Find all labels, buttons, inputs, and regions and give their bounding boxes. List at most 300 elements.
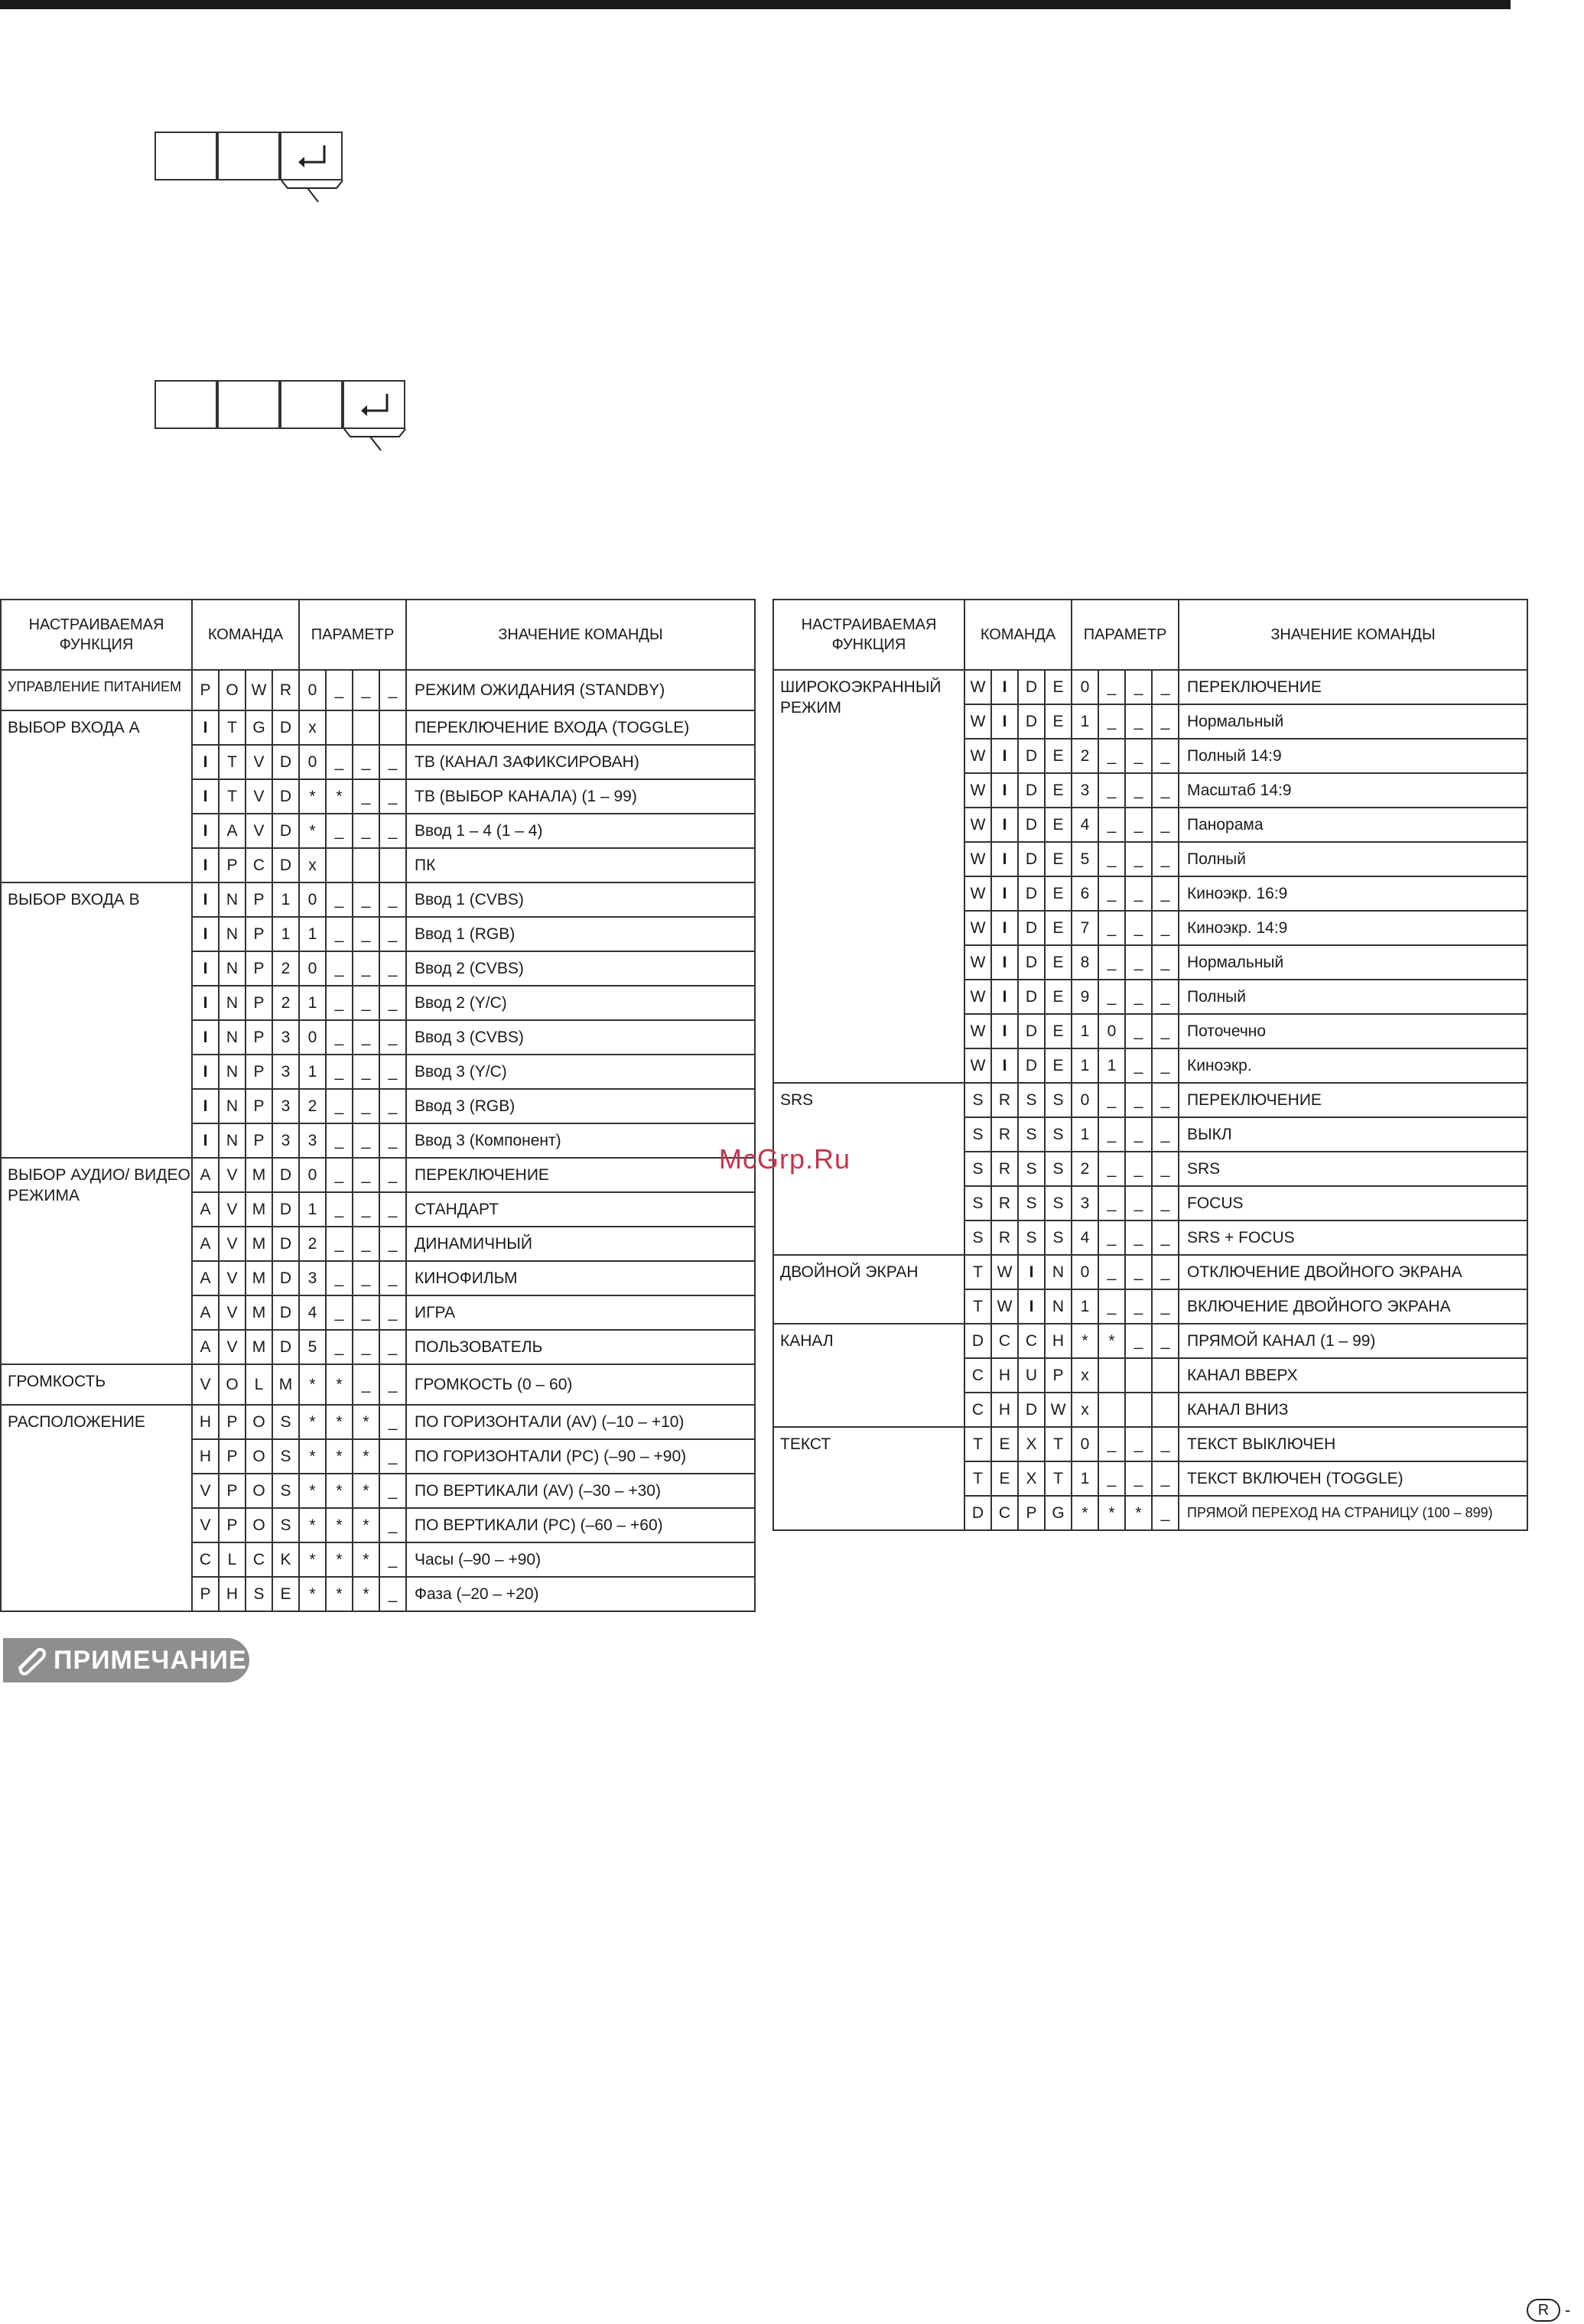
parameter-char-cell: _ — [326, 1330, 353, 1364]
parameter-char-cell: _ — [379, 1542, 406, 1577]
command-char-cell: V — [192, 1474, 219, 1508]
region-circle: R — [1527, 2299, 1560, 2322]
command-char-cell: H — [991, 1358, 1018, 1393]
command-char-cell: T — [219, 779, 246, 814]
command-char-cell: D — [1018, 1393, 1045, 1427]
command-char-cell: T — [964, 1289, 991, 1324]
parameter-char-cell: _ — [1125, 1117, 1152, 1152]
command-char-cell: 3 — [272, 1123, 299, 1158]
command-char-cell: W — [964, 808, 991, 842]
parameter-char-cell — [379, 710, 406, 745]
command-char-cell: H — [991, 1393, 1018, 1427]
function-cell: УПРАВЛЕНИЕ ПИТАНИЕМ — [1, 670, 192, 710]
parameter-char-cell: * — [299, 1439, 326, 1474]
parameter-char-cell: _ — [326, 1192, 353, 1227]
command-char-cell: A — [192, 1295, 219, 1330]
parameter-char-cell: _ — [379, 1123, 406, 1158]
command-char-cell: 1 — [272, 917, 299, 951]
command-char-cell: I — [991, 704, 1018, 739]
command-char-cell: D — [1018, 670, 1045, 704]
command-char-cell: E — [1045, 842, 1072, 876]
meaning-cell: КАНАЛ ВВЕРХ — [1179, 1358, 1527, 1393]
command-char-cell: I — [192, 986, 219, 1020]
parameter-char-cell: _ — [353, 1364, 379, 1405]
command-char-cell: I — [991, 980, 1018, 1014]
command-char-cell: I — [991, 670, 1018, 704]
command-char-cell: D — [272, 1261, 299, 1295]
parameter-char-cell: 2 — [299, 1089, 326, 1123]
command-char-cell: D — [964, 1496, 991, 1530]
parameter-char-cell: _ — [353, 1261, 379, 1295]
command-char-cell: W — [991, 1255, 1018, 1289]
command-char-cell: I — [192, 882, 219, 917]
parameter-char-cell: _ — [1152, 842, 1179, 876]
table-row — [773, 1083, 1527, 1117]
function-cell: ДВОЙНОЙ ЭКРАН — [773, 1255, 964, 1324]
parameter-char-cell: * — [299, 1508, 326, 1542]
command-char-cell: X — [1018, 1427, 1045, 1461]
function-cell: ГРОМКОСТЬ — [1, 1364, 192, 1405]
command-char-cell: S — [272, 1508, 299, 1542]
command-char-cell: W — [1045, 1393, 1072, 1427]
command-char-cell: A — [192, 1192, 219, 1227]
parameter-char-cell: _ — [326, 951, 353, 986]
command-char-cell: A — [192, 1227, 219, 1261]
table-row — [1, 1364, 755, 1405]
parameter-char-cell: * — [326, 1405, 353, 1439]
watermark: McGrp.Ru — [719, 1143, 851, 1175]
parameter-char-cell: _ — [1152, 1186, 1179, 1221]
function-cell: КАНАЛ — [773, 1324, 964, 1427]
parameter-char-cell: _ — [1098, 945, 1125, 980]
parameter-char-cell: _ — [326, 1227, 353, 1261]
parameter-char-cell: * — [1072, 1324, 1098, 1358]
parameter-char-cell: _ — [1125, 1255, 1152, 1289]
parameter-char-cell: _ — [379, 1439, 406, 1474]
parameter-char-cell: 2 — [299, 1227, 326, 1261]
meaning-cell: ПЕРЕКЛЮЧЕНИЕ — [1179, 670, 1527, 704]
bracket-mark — [343, 427, 419, 458]
meaning-cell: Ввод 1 – 4 (1 – 4) — [406, 814, 755, 848]
parameter-char-cell: _ — [1152, 1083, 1179, 1117]
command-char-cell: P — [246, 1123, 272, 1158]
parameter-char-cell: * — [326, 1364, 353, 1405]
command-char-cell: E — [1045, 980, 1072, 1014]
command-char-cell: E — [1045, 945, 1072, 980]
command-char-cell: P — [246, 951, 272, 986]
parameter-char-cell: * — [299, 779, 326, 814]
parameter-char-cell: _ — [379, 1227, 406, 1261]
command-char-cell: H — [219, 1577, 246, 1611]
parameter-char-cell: _ — [1098, 1289, 1125, 1324]
parameter-char-cell: _ — [353, 1295, 379, 1330]
paperclip-icon — [14, 1645, 49, 1676]
note-label: ПРИМЕЧАНИЕ — [54, 1645, 247, 1675]
response-cell — [154, 132, 217, 180]
parameter-char-cell: _ — [1125, 739, 1152, 773]
command-char-cell: C — [964, 1358, 991, 1393]
command-char-cell: I — [192, 951, 219, 986]
parameter-char-cell: * — [353, 1542, 379, 1577]
command-char-cell: E — [272, 1577, 299, 1611]
parameter-char-cell: _ — [379, 779, 406, 814]
command-char-cell: I — [991, 876, 1018, 911]
parameter-char-cell: _ — [1152, 670, 1179, 704]
meaning-cell: ТВ (ВЫБОР КАНАЛА) (1 – 99) — [406, 779, 755, 814]
parameter-char-cell: 3 — [1072, 773, 1098, 808]
command-char-cell: V — [219, 1227, 246, 1261]
response-cell — [280, 380, 343, 429]
command-char-cell: O — [246, 1439, 272, 1474]
command-char-cell: 3 — [272, 1020, 299, 1055]
header-parameter: ПАРАМЕТР — [1072, 600, 1179, 670]
parameter-char-cell: _ — [1098, 1186, 1125, 1221]
command-char-cell: X — [1018, 1461, 1045, 1496]
function-cell: ВЫБОР ВХОДА А — [1, 710, 192, 882]
command-char-cell: S — [1018, 1117, 1045, 1152]
command-char-cell: P — [246, 882, 272, 917]
parameter-char-cell: * — [299, 1405, 326, 1439]
command-char-cell: S — [1018, 1186, 1045, 1221]
command-char-cell: W — [964, 773, 991, 808]
parameter-char-cell: _ — [326, 917, 353, 951]
parameter-char-cell: _ — [1125, 1461, 1152, 1496]
command-char-cell: D — [272, 814, 299, 848]
parameter-char-cell: 0 — [299, 951, 326, 986]
command-char-cell: G — [246, 710, 272, 745]
parameter-char-cell — [353, 848, 379, 882]
parameter-char-cell: _ — [379, 1089, 406, 1123]
parameter-char-cell: _ — [353, 1330, 379, 1364]
parameter-char-cell: _ — [1152, 1496, 1179, 1530]
command-char-cell: 1 — [272, 882, 299, 917]
return-arrow-icon — [294, 142, 332, 173]
parameter-char-cell: _ — [1125, 1324, 1152, 1358]
command-char-cell: I — [991, 773, 1018, 808]
parameter-char-cell — [1152, 1358, 1179, 1393]
parameter-char-cell — [1125, 1393, 1152, 1427]
command-char-cell: N — [219, 1055, 246, 1089]
command-char-cell: E — [1045, 808, 1072, 842]
command-char-cell: P — [246, 1089, 272, 1123]
parameter-char-cell: 1 — [1072, 1117, 1098, 1152]
parameter-char-cell: 0 — [1072, 1427, 1098, 1461]
command-char-cell: W — [964, 739, 991, 773]
command-char-cell: V — [246, 745, 272, 779]
command-char-cell: D — [1018, 739, 1045, 773]
parameter-char-cell — [1098, 1393, 1125, 1427]
parameter-char-cell: _ — [1152, 1014, 1179, 1048]
parameter-char-cell: _ — [1125, 911, 1152, 945]
meaning-cell: Ввод 3 (RGB) — [406, 1089, 755, 1123]
parameter-char-cell: * — [299, 1364, 326, 1405]
command-char-cell: D — [1018, 808, 1045, 842]
meaning-cell: Полный — [1179, 842, 1527, 876]
command-char-cell: D — [272, 779, 299, 814]
command-char-cell: M — [272, 1364, 299, 1405]
meaning-cell: Часы (–90 – +90) — [406, 1542, 755, 1577]
command-char-cell: I — [192, 745, 219, 779]
command-char-cell: S — [964, 1221, 991, 1255]
meaning-cell: Ввод 3 (CVBS) — [406, 1020, 755, 1055]
parameter-char-cell: _ — [353, 986, 379, 1020]
parameter-char-cell — [1152, 1393, 1179, 1427]
parameter-char-cell: x — [299, 710, 326, 745]
table-row — [1, 670, 755, 710]
meaning-cell: Киноэкр. 16:9 — [1179, 876, 1527, 911]
table-row — [773, 1255, 1527, 1289]
command-char-cell: S — [964, 1186, 991, 1221]
parameter-char-cell: 1 — [1072, 1048, 1098, 1083]
command-char-cell: M — [246, 1158, 272, 1192]
command-char-cell: O — [246, 1405, 272, 1439]
command-char-cell: I — [192, 1055, 219, 1089]
command-char-cell: O — [219, 670, 246, 710]
parameter-char-cell: _ — [379, 745, 406, 779]
meaning-cell: ВКЛЮЧЕНИЕ ДВОЙНОГО ЭКРАНА — [1179, 1289, 1527, 1324]
parameter-char-cell: _ — [379, 917, 406, 951]
meaning-cell: ПОЛЬЗОВАТЕЛЬ — [406, 1330, 755, 1364]
command-char-cell: U — [1018, 1358, 1045, 1393]
command-char-cell: T — [219, 745, 246, 779]
parameter-char-cell: _ — [1125, 842, 1152, 876]
parameter-char-cell — [1125, 1358, 1152, 1393]
command-char-cell: R — [991, 1117, 1018, 1152]
parameter-char-cell: _ — [1098, 911, 1125, 945]
command-char-cell: C — [246, 848, 272, 882]
command-char-cell: V — [219, 1330, 246, 1364]
parameter-char-cell: _ — [1125, 1152, 1152, 1186]
command-char-cell: N — [1045, 1255, 1072, 1289]
parameter-char-cell: * — [353, 1508, 379, 1542]
meaning-cell: Ввод 2 (Y/C) — [406, 986, 755, 1020]
parameter-char-cell: _ — [353, 745, 379, 779]
command-char-cell: S — [1018, 1221, 1045, 1255]
command-char-cell: N — [219, 951, 246, 986]
parameter-char-cell: 4 — [1072, 808, 1098, 842]
command-char-cell: P — [246, 917, 272, 951]
parameter-char-cell: _ — [353, 1020, 379, 1055]
parameter-char-cell: _ — [326, 1295, 353, 1330]
meaning-cell: КАНАЛ ВНИЗ — [1179, 1393, 1527, 1427]
parameter-char-cell: _ — [1098, 808, 1125, 842]
parameter-char-cell: _ — [326, 882, 353, 917]
command-char-cell: D — [272, 745, 299, 779]
parameter-char-cell: _ — [1098, 1117, 1125, 1152]
parameter-char-cell: _ — [379, 1295, 406, 1330]
command-char-cell: D — [964, 1324, 991, 1358]
parameter-char-cell: 1 — [299, 917, 326, 951]
meaning-cell: ТВ (КАНАЛ ЗАФИКСИРОВАН) — [406, 745, 755, 779]
command-char-cell: P — [1045, 1358, 1072, 1393]
command-char-cell: T — [964, 1255, 991, 1289]
command-char-cell: I — [1018, 1289, 1045, 1324]
parameter-char-cell: _ — [1125, 1186, 1152, 1221]
command-char-cell: 2 — [272, 986, 299, 1020]
parameter-char-cell: 6 — [1072, 876, 1098, 911]
parameter-char-cell: 1 — [1098, 1048, 1125, 1083]
command-char-cell: W — [964, 1014, 991, 1048]
command-char-cell: W — [964, 704, 991, 739]
command-char-cell: M — [246, 1295, 272, 1330]
parameter-char-cell: _ — [379, 1508, 406, 1542]
command-char-cell: P — [246, 1020, 272, 1055]
parameter-char-cell: _ — [353, 779, 379, 814]
parameter-char-cell: _ — [379, 1330, 406, 1364]
meaning-cell: ИГРА — [406, 1295, 755, 1330]
command-char-cell: R — [991, 1186, 1018, 1221]
command-char-cell: V — [192, 1364, 219, 1405]
command-char-cell: T — [1045, 1427, 1072, 1461]
parameter-char-cell: _ — [1152, 945, 1179, 980]
command-char-cell: D — [272, 1158, 299, 1192]
command-char-cell: S — [1045, 1117, 1072, 1152]
command-char-cell: W — [964, 980, 991, 1014]
command-char-cell: N — [1045, 1289, 1072, 1324]
meaning-cell: Нормальный — [1179, 945, 1527, 980]
meaning-cell: ПО ГОРИЗОНТАЛИ (PC) (–90 – +90) — [406, 1439, 755, 1474]
function-cell: SRS — [773, 1083, 964, 1255]
parameter-char-cell: 3 — [299, 1261, 326, 1295]
meaning-cell: ОТКЛЮЧЕНИЕ ДВОЙНОГО ЭКРАНА — [1179, 1255, 1527, 1289]
meaning-cell: СТАНДАРТ — [406, 1192, 755, 1227]
parameter-char-cell: * — [326, 779, 353, 814]
parameter-char-cell: _ — [1125, 1427, 1152, 1461]
parameter-char-cell: * — [1125, 1496, 1152, 1530]
command-char-cell: G — [1045, 1496, 1072, 1530]
command-char-cell: S — [1018, 1152, 1045, 1186]
parameter-char-cell: 1 — [1072, 1461, 1098, 1496]
parameter-char-cell — [326, 710, 353, 745]
command-char-cell: E — [1045, 773, 1072, 808]
parameter-char-cell: 0 — [299, 745, 326, 779]
command-char-cell: C — [246, 1542, 272, 1577]
command-char-cell: R — [991, 1221, 1018, 1255]
command-char-cell: W — [964, 842, 991, 876]
meaning-cell: Ввод 3 (Компонент) — [406, 1123, 755, 1158]
parameter-char-cell: 2 — [1072, 739, 1098, 773]
command-char-cell: D — [272, 1295, 299, 1330]
parameter-char-cell: _ — [353, 1055, 379, 1089]
parameter-char-cell: _ — [1125, 808, 1152, 842]
table-row — [773, 670, 1527, 704]
meaning-cell: ПК — [406, 848, 755, 882]
command-char-cell: E — [1045, 911, 1072, 945]
parameter-char-cell: 0 — [299, 1020, 326, 1055]
parameter-char-cell: _ — [326, 1261, 353, 1295]
command-char-cell: D — [1018, 980, 1045, 1014]
command-char-cell: S — [1045, 1083, 1072, 1117]
parameter-char-cell: _ — [1152, 1152, 1179, 1186]
meaning-cell: Панорама — [1179, 808, 1527, 842]
command-char-cell: C — [991, 1496, 1018, 1530]
meaning-cell: КИНОФИЛЬМ — [406, 1261, 755, 1295]
meaning-cell: ПРЯМОЙ ПЕРЕХОД НА СТРАНИЦУ (100 – 899) — [1179, 1496, 1527, 1530]
command-char-cell: V — [219, 1158, 246, 1192]
meaning-cell: Нормальный — [1179, 704, 1527, 739]
header-function: НАСТРАИВАЕМАЯ ФУНКЦИЯ — [1, 600, 192, 670]
meaning-cell: ПРЯМОЙ КАНАЛ (1 – 99) — [1179, 1324, 1527, 1358]
command-char-cell: N — [219, 986, 246, 1020]
command-char-cell: L — [219, 1542, 246, 1577]
parameter-char-cell: x — [1072, 1393, 1098, 1427]
parameter-char-cell: _ — [326, 1123, 353, 1158]
command-char-cell: V — [219, 1295, 246, 1330]
command-char-cell: I — [991, 808, 1018, 842]
command-char-cell: S — [964, 1152, 991, 1186]
parameter-char-cell: _ — [1152, 808, 1179, 842]
parameter-char-cell: _ — [1098, 1221, 1125, 1255]
command-char-cell: D — [272, 1192, 299, 1227]
parameter-char-cell: _ — [353, 1123, 379, 1158]
parameter-char-cell: x — [1072, 1358, 1098, 1393]
parameter-char-cell: * — [326, 1474, 353, 1508]
parameter-char-cell: 0 — [299, 882, 326, 917]
command-char-cell: M — [246, 1261, 272, 1295]
parameter-char-cell: _ — [326, 1158, 353, 1192]
parameter-char-cell: _ — [379, 670, 406, 710]
parameter-char-cell: * — [326, 1577, 353, 1611]
parameter-char-cell: _ — [1152, 1289, 1179, 1324]
parameter-char-cell: _ — [326, 670, 353, 710]
command-char-cell: N — [219, 917, 246, 951]
command-char-cell: D — [272, 1227, 299, 1261]
command-char-cell: V — [192, 1508, 219, 1542]
meaning-cell: ТЕКСТ ВЫКЛЮЧЕН — [1179, 1427, 1527, 1461]
command-char-cell: M — [246, 1227, 272, 1261]
parameter-char-cell: _ — [1125, 1014, 1152, 1048]
command-char-cell: K — [272, 1542, 299, 1577]
command-char-cell: E — [991, 1427, 1018, 1461]
command-char-cell: R — [991, 1083, 1018, 1117]
command-char-cell: R — [272, 670, 299, 710]
function-cell: ВЫБОР ВХОДА В — [1, 882, 192, 1158]
parameter-char-cell: _ — [1125, 945, 1152, 980]
table-row — [1, 1405, 755, 1439]
parameter-char-cell: _ — [1152, 876, 1179, 911]
command-table-left — [0, 599, 756, 1612]
command-char-cell: I — [192, 1089, 219, 1123]
note-badge — [3, 1638, 249, 1682]
command-char-cell: W — [246, 670, 272, 710]
return-arrow-icon — [356, 391, 395, 421]
command-char-cell: C — [964, 1393, 991, 1427]
command-char-cell: 3 — [272, 1089, 299, 1123]
meaning-cell: Поточечно — [1179, 1014, 1527, 1048]
command-char-cell: C — [1018, 1324, 1045, 1358]
parameter-char-cell: 5 — [299, 1330, 326, 1364]
command-char-cell: I — [192, 917, 219, 951]
parameter-char-cell: _ — [1125, 670, 1152, 704]
command-char-cell: P — [192, 1577, 219, 1611]
parameter-char-cell: _ — [1098, 704, 1125, 739]
parameter-char-cell: * — [1098, 1324, 1125, 1358]
command-char-cell: V — [219, 1261, 246, 1295]
parameter-char-cell: _ — [379, 1158, 406, 1192]
parameter-char-cell: _ — [353, 951, 379, 986]
command-char-cell: D — [1018, 704, 1045, 739]
parameter-char-cell: _ — [379, 882, 406, 917]
command-char-cell: S — [272, 1405, 299, 1439]
meaning-cell: Киноэкр. 14:9 — [1179, 911, 1527, 945]
parameter-char-cell: _ — [1125, 876, 1152, 911]
table-row — [773, 1324, 1527, 1358]
parameter-char-cell: 0 — [1098, 1014, 1125, 1048]
function-cell: РАСПОЛОЖЕНИЕ — [1, 1405, 192, 1611]
parameter-char-cell: 1 — [299, 1055, 326, 1089]
command-char-cell: I — [192, 1123, 219, 1158]
header-meaning: ЗНАЧЕНИЕ КОМАНДЫ — [1179, 600, 1527, 670]
